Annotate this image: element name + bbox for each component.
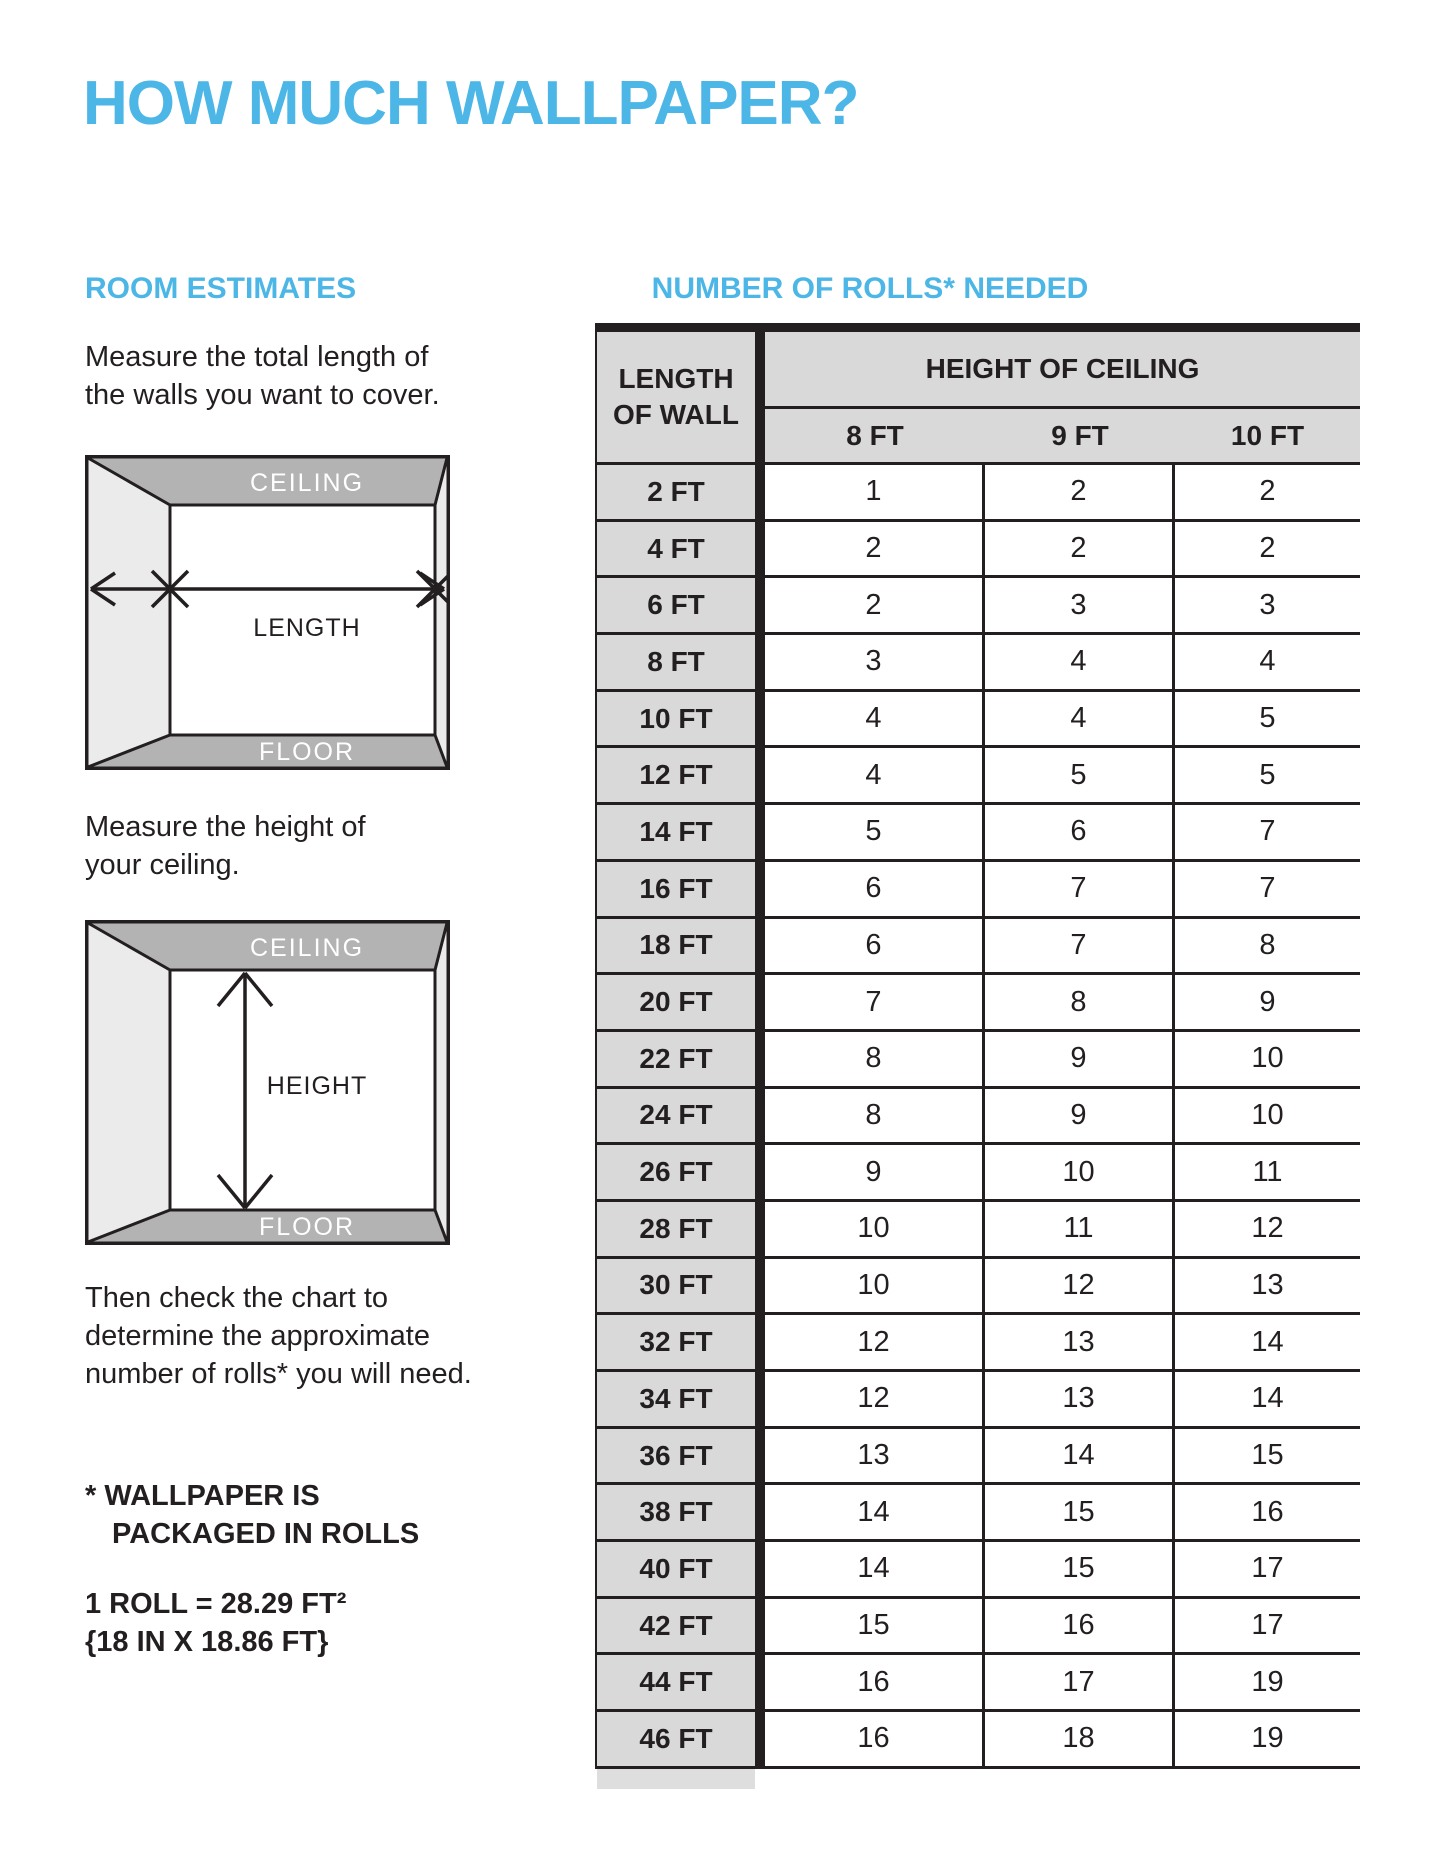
column-divider <box>755 862 765 916</box>
room-estimates-heading: ROOM ESTIMATES <box>85 272 357 305</box>
table-row <box>595 805 1360 862</box>
row-value: 7 <box>985 862 1175 916</box>
row-value: 18 <box>985 1712 1175 1766</box>
instruction-measure-length <box>85 338 440 414</box>
row-value: 14 <box>1175 1372 1360 1426</box>
column-divider <box>755 1485 765 1539</box>
row-value: 3 <box>985 578 1175 632</box>
table-header <box>595 332 1360 465</box>
instruction-line: your ceiling. <box>85 849 240 881</box>
row-value: 2 <box>985 522 1175 576</box>
row-label: 24 FT <box>595 1089 755 1143</box>
table-row <box>595 862 1360 919</box>
row-value: 7 <box>1175 805 1360 859</box>
row-label: 34 FT <box>595 1372 755 1426</box>
row-label: 32 FT <box>595 1315 755 1369</box>
footnote-line: * WALLPAPER IS <box>85 1480 320 1512</box>
row-label: 12 FT <box>595 748 755 802</box>
row-value: 15 <box>765 1599 985 1653</box>
row-label: 22 FT <box>595 1032 755 1086</box>
table-row <box>595 1315 1360 1372</box>
table-row <box>595 1259 1360 1316</box>
row-value: 17 <box>1175 1599 1360 1653</box>
row-label: 30 FT <box>595 1259 755 1313</box>
row-value: 3 <box>765 635 985 689</box>
row-value: 15 <box>985 1485 1175 1539</box>
column-divider <box>755 1372 765 1426</box>
row-value: 13 <box>985 1315 1175 1369</box>
row-value: 16 <box>985 1599 1175 1653</box>
column-divider <box>755 1032 765 1086</box>
column-divider <box>755 465 765 519</box>
row-value: 5 <box>985 748 1175 802</box>
column-divider <box>755 1145 765 1199</box>
right-wall <box>435 458 447 767</box>
row-value: 10 <box>765 1202 985 1256</box>
table-row <box>595 1372 1360 1429</box>
floor-label: FLOOR <box>258 1213 356 1241</box>
row-value: 15 <box>985 1542 1175 1596</box>
row-value: 3 <box>1175 578 1360 632</box>
column-header-9ft: 9 FT <box>985 409 1175 462</box>
row-value: 8 <box>1175 919 1360 973</box>
instruction-line: Measure the total length of <box>85 341 429 373</box>
row-value: 7 <box>1175 862 1360 916</box>
row-label: 28 FT <box>595 1202 755 1256</box>
row-value: 15 <box>1175 1429 1360 1483</box>
column-divider <box>755 332 765 465</box>
table-row <box>595 1712 1360 1769</box>
row-value: 16 <box>765 1712 985 1766</box>
row-label: 16 FT <box>595 862 755 916</box>
length-label: LENGTH <box>253 614 361 642</box>
page-title: HOW MUCH WALLPAPER? <box>83 69 859 138</box>
row-value: 6 <box>985 805 1175 859</box>
ceiling-columns-row <box>765 409 1360 465</box>
column-divider <box>755 578 765 632</box>
row-value: 12 <box>985 1259 1175 1313</box>
table-top-bar <box>595 323 1360 332</box>
row-value: 2 <box>1175 522 1360 576</box>
row-value: 12 <box>765 1372 985 1426</box>
roll-size-line: {18 IN X 18.86 FT} <box>85 1626 329 1658</box>
instruction-line: Measure the height of <box>85 811 366 843</box>
instruction-line: the walls you want to cover. <box>85 379 440 411</box>
row-value: 7 <box>985 919 1175 973</box>
row-value: 19 <box>1175 1655 1360 1709</box>
row-value: 4 <box>765 692 985 746</box>
row-label: 2 FT <box>595 465 755 519</box>
row-value: 17 <box>1175 1542 1360 1596</box>
rolls-needed-table <box>595 323 1360 1789</box>
instruction-check-chart <box>85 1279 472 1393</box>
table-row <box>595 1032 1360 1089</box>
table-row <box>595 1485 1360 1542</box>
column-divider <box>755 1599 765 1653</box>
row-value: 6 <box>765 919 985 973</box>
row-label: 18 FT <box>595 919 755 973</box>
row-label: 46 FT <box>595 1712 755 1766</box>
height-of-ceiling-header: HEIGHT OF CEILING <box>765 332 1360 409</box>
roll-size-line: 1 ROLL = 28.29 FT² <box>85 1588 347 1620</box>
table-row <box>595 1542 1360 1599</box>
table-row <box>595 975 1360 1032</box>
table-row <box>595 919 1360 976</box>
row-value: 6 <box>765 862 985 916</box>
row-value: 14 <box>1175 1315 1360 1369</box>
column-divider <box>755 1315 765 1369</box>
instruction-measure-height <box>85 808 366 884</box>
row-value: 9 <box>985 1032 1175 1086</box>
room-height-diagram <box>85 920 450 1245</box>
ceiling-label: CEILING <box>249 469 365 497</box>
row-label: 6 FT <box>595 578 755 632</box>
table-row <box>595 578 1360 635</box>
table-footer-stub <box>597 1769 755 1789</box>
instruction-line: Then check the chart to <box>85 1282 389 1314</box>
column-divider <box>755 635 765 689</box>
roll-size-info <box>85 1585 346 1661</box>
column-divider <box>755 1259 765 1313</box>
row-value: 10 <box>1175 1032 1360 1086</box>
row-value: 19 <box>1175 1712 1360 1766</box>
left-wall <box>88 458 170 767</box>
row-value: 14 <box>985 1429 1175 1483</box>
table-row <box>595 1599 1360 1656</box>
table-row <box>595 522 1360 579</box>
ceiling-label: CEILING <box>249 934 365 962</box>
ceiling-header-group <box>765 332 1360 465</box>
instruction-line: determine the approximate <box>85 1320 430 1352</box>
row-value: 4 <box>985 635 1175 689</box>
row-value: 11 <box>1175 1145 1360 1199</box>
table-row <box>595 635 1360 692</box>
row-label: 8 FT <box>595 635 755 689</box>
row-value: 4 <box>765 748 985 802</box>
row-value: 2 <box>985 465 1175 519</box>
column-divider <box>755 1712 765 1766</box>
left-wall <box>88 923 170 1242</box>
column-divider <box>755 1089 765 1143</box>
row-value: 5 <box>765 805 985 859</box>
row-value: 16 <box>1175 1485 1360 1539</box>
row-value: 8 <box>985 975 1175 1029</box>
column-divider <box>755 975 765 1029</box>
row-value: 9 <box>985 1089 1175 1143</box>
table-row <box>595 692 1360 749</box>
height-label: HEIGHT <box>266 1072 368 1100</box>
column-divider <box>755 522 765 576</box>
row-value: 13 <box>765 1429 985 1483</box>
row-label: 42 FT <box>595 1599 755 1653</box>
table-row <box>595 1655 1360 1712</box>
row-value: 9 <box>1175 975 1360 1029</box>
row-value: 16 <box>765 1655 985 1709</box>
row-label: 14 FT <box>595 805 755 859</box>
column-divider <box>755 748 765 802</box>
row-value: 2 <box>765 578 985 632</box>
row-label: 10 FT <box>595 692 755 746</box>
row-value: 13 <box>985 1372 1175 1426</box>
row-value: 5 <box>1175 692 1360 746</box>
row-value: 7 <box>765 975 985 1029</box>
row-value: 10 <box>1175 1089 1360 1143</box>
table-body <box>595 465 1360 1769</box>
row-label: 36 FT <box>595 1429 755 1483</box>
row-label: 40 FT <box>595 1542 755 1596</box>
row-value: 5 <box>1175 748 1360 802</box>
length-of-wall-line: OF WALL <box>613 399 739 430</box>
row-value: 4 <box>1175 635 1360 689</box>
column-divider <box>755 1542 765 1596</box>
floor-label: FLOOR <box>258 738 356 766</box>
table-row <box>595 1145 1360 1202</box>
column-divider <box>755 1202 765 1256</box>
footnote-line: PACKAGED IN ROLLS <box>112 1518 420 1550</box>
wallpaper-rolls-footnote <box>85 1477 419 1553</box>
table-row <box>595 1202 1360 1259</box>
row-value: 2 <box>1175 465 1360 519</box>
row-value: 13 <box>1175 1259 1360 1313</box>
column-divider <box>755 1429 765 1483</box>
row-value: 17 <box>985 1655 1175 1709</box>
row-value: 14 <box>765 1542 985 1596</box>
table-row <box>595 748 1360 805</box>
row-value: 11 <box>985 1202 1175 1256</box>
row-value: 2 <box>765 522 985 576</box>
row-value: 9 <box>765 1145 985 1199</box>
rolls-needed-heading: NUMBER OF ROLLS* NEEDED <box>651 272 1089 305</box>
row-label: 20 FT <box>595 975 755 1029</box>
row-value: 10 <box>765 1259 985 1313</box>
row-value: 14 <box>765 1485 985 1539</box>
room-length-diagram <box>85 455 450 770</box>
row-label: 38 FT <box>595 1485 755 1539</box>
row-label: 4 FT <box>595 522 755 576</box>
row-value: 4 <box>985 692 1175 746</box>
row-value: 8 <box>765 1032 985 1086</box>
column-divider <box>755 919 765 973</box>
instruction-line: number of rolls* you will need. <box>85 1358 472 1390</box>
table-row <box>595 1089 1360 1146</box>
column-divider <box>755 1655 765 1709</box>
table-row <box>595 1429 1360 1486</box>
table-row <box>595 465 1360 522</box>
row-value: 10 <box>985 1145 1175 1199</box>
row-value: 1 <box>765 465 985 519</box>
column-divider <box>755 692 765 746</box>
row-label: 26 FT <box>595 1145 755 1199</box>
row-value: 12 <box>765 1315 985 1369</box>
row-value: 8 <box>765 1089 985 1143</box>
length-of-wall-header <box>595 332 755 465</box>
row-value: 12 <box>1175 1202 1360 1256</box>
length-of-wall-line: LENGTH <box>618 363 734 394</box>
column-header-10ft: 10 FT <box>1175 409 1360 462</box>
right-wall <box>435 923 447 1242</box>
row-label: 44 FT <box>595 1655 755 1709</box>
column-header-8ft: 8 FT <box>765 409 985 462</box>
column-divider <box>755 805 765 859</box>
